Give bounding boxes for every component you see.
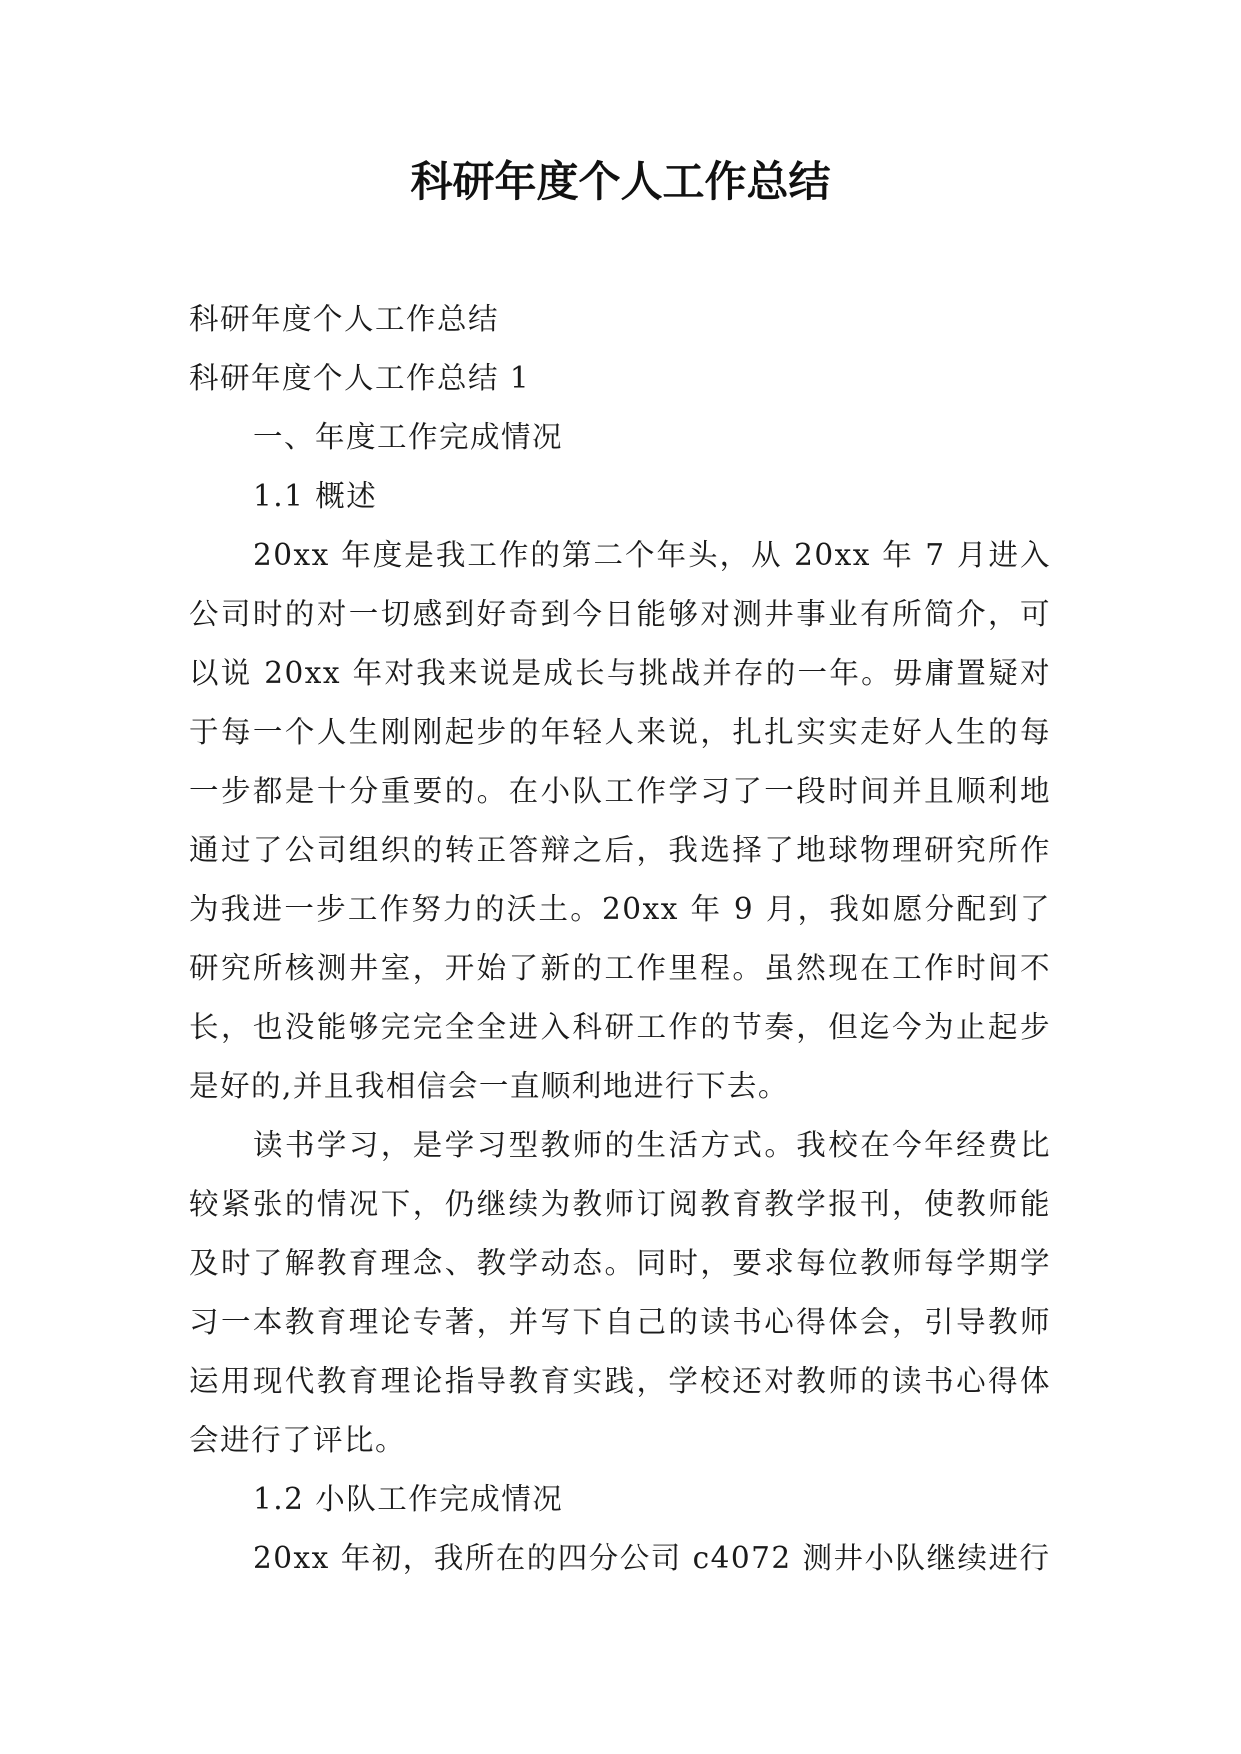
subtitle-line: 科研年度个人工作总结 [189, 302, 500, 336]
section-heading-1-2: 1.2 小队工作完成情况 [253, 1482, 564, 1516]
overview-paragraph-1: 20xx 年度是我工作的第二个年头，从 20xx 年 7 月进入公司时的对一切感到好奇到今日能够对测井事业有所简介，可以说 20xx 年对我来说是成长与挑战并存的一年。毋庸置疑对于每一个人生刚刚起步的年轻人来说，扎扎实实走好人生的每一步都是十分重要的。在小队工作学习了一段时间并且顺利地通过了公司组织的转正答辩之后，我选择了地球物理研究所作为我进一步工作努力的沃土。20xx 年 9 月，我如愿分配到了研究所核测井室，开始了新的工作里程。虽然现在工作时间不长，也没能够完完全全进入科研工作的节奏，但迄今为止起步是好的,并且我相信会一直顺利地进行下去。 [189, 538, 1051, 1103]
document-body [189, 290, 1051, 1588]
subtitle-numbered-line: 科研年度个人工作总结 1 [189, 361, 531, 395]
section-heading-1-1: 1.1 概述 [253, 479, 378, 513]
document-title: 科研年度个人工作总结 [410, 157, 831, 206]
team-paragraph-1: 20xx 年初，我所在的四分公司 c4072 测井小队继续进行 [253, 1541, 1051, 1575]
section-heading-1: 一、年度工作完成情况 [253, 420, 564, 454]
overview-paragraph-2: 读书学习，是学习型教师的生活方式。我校在今年经费比较紧张的情况下，仍继续为教师订阅教育教学报刊，使教师能及时了解教育理念、教学动态。同时，要求每位教师每学期学习一本教育理论专著，并写下自己的读书心得体会，引导教师运用现代教育理论指导教育实践，学校还对教师的读书心得体会进行了评比。 [189, 1128, 1051, 1457]
